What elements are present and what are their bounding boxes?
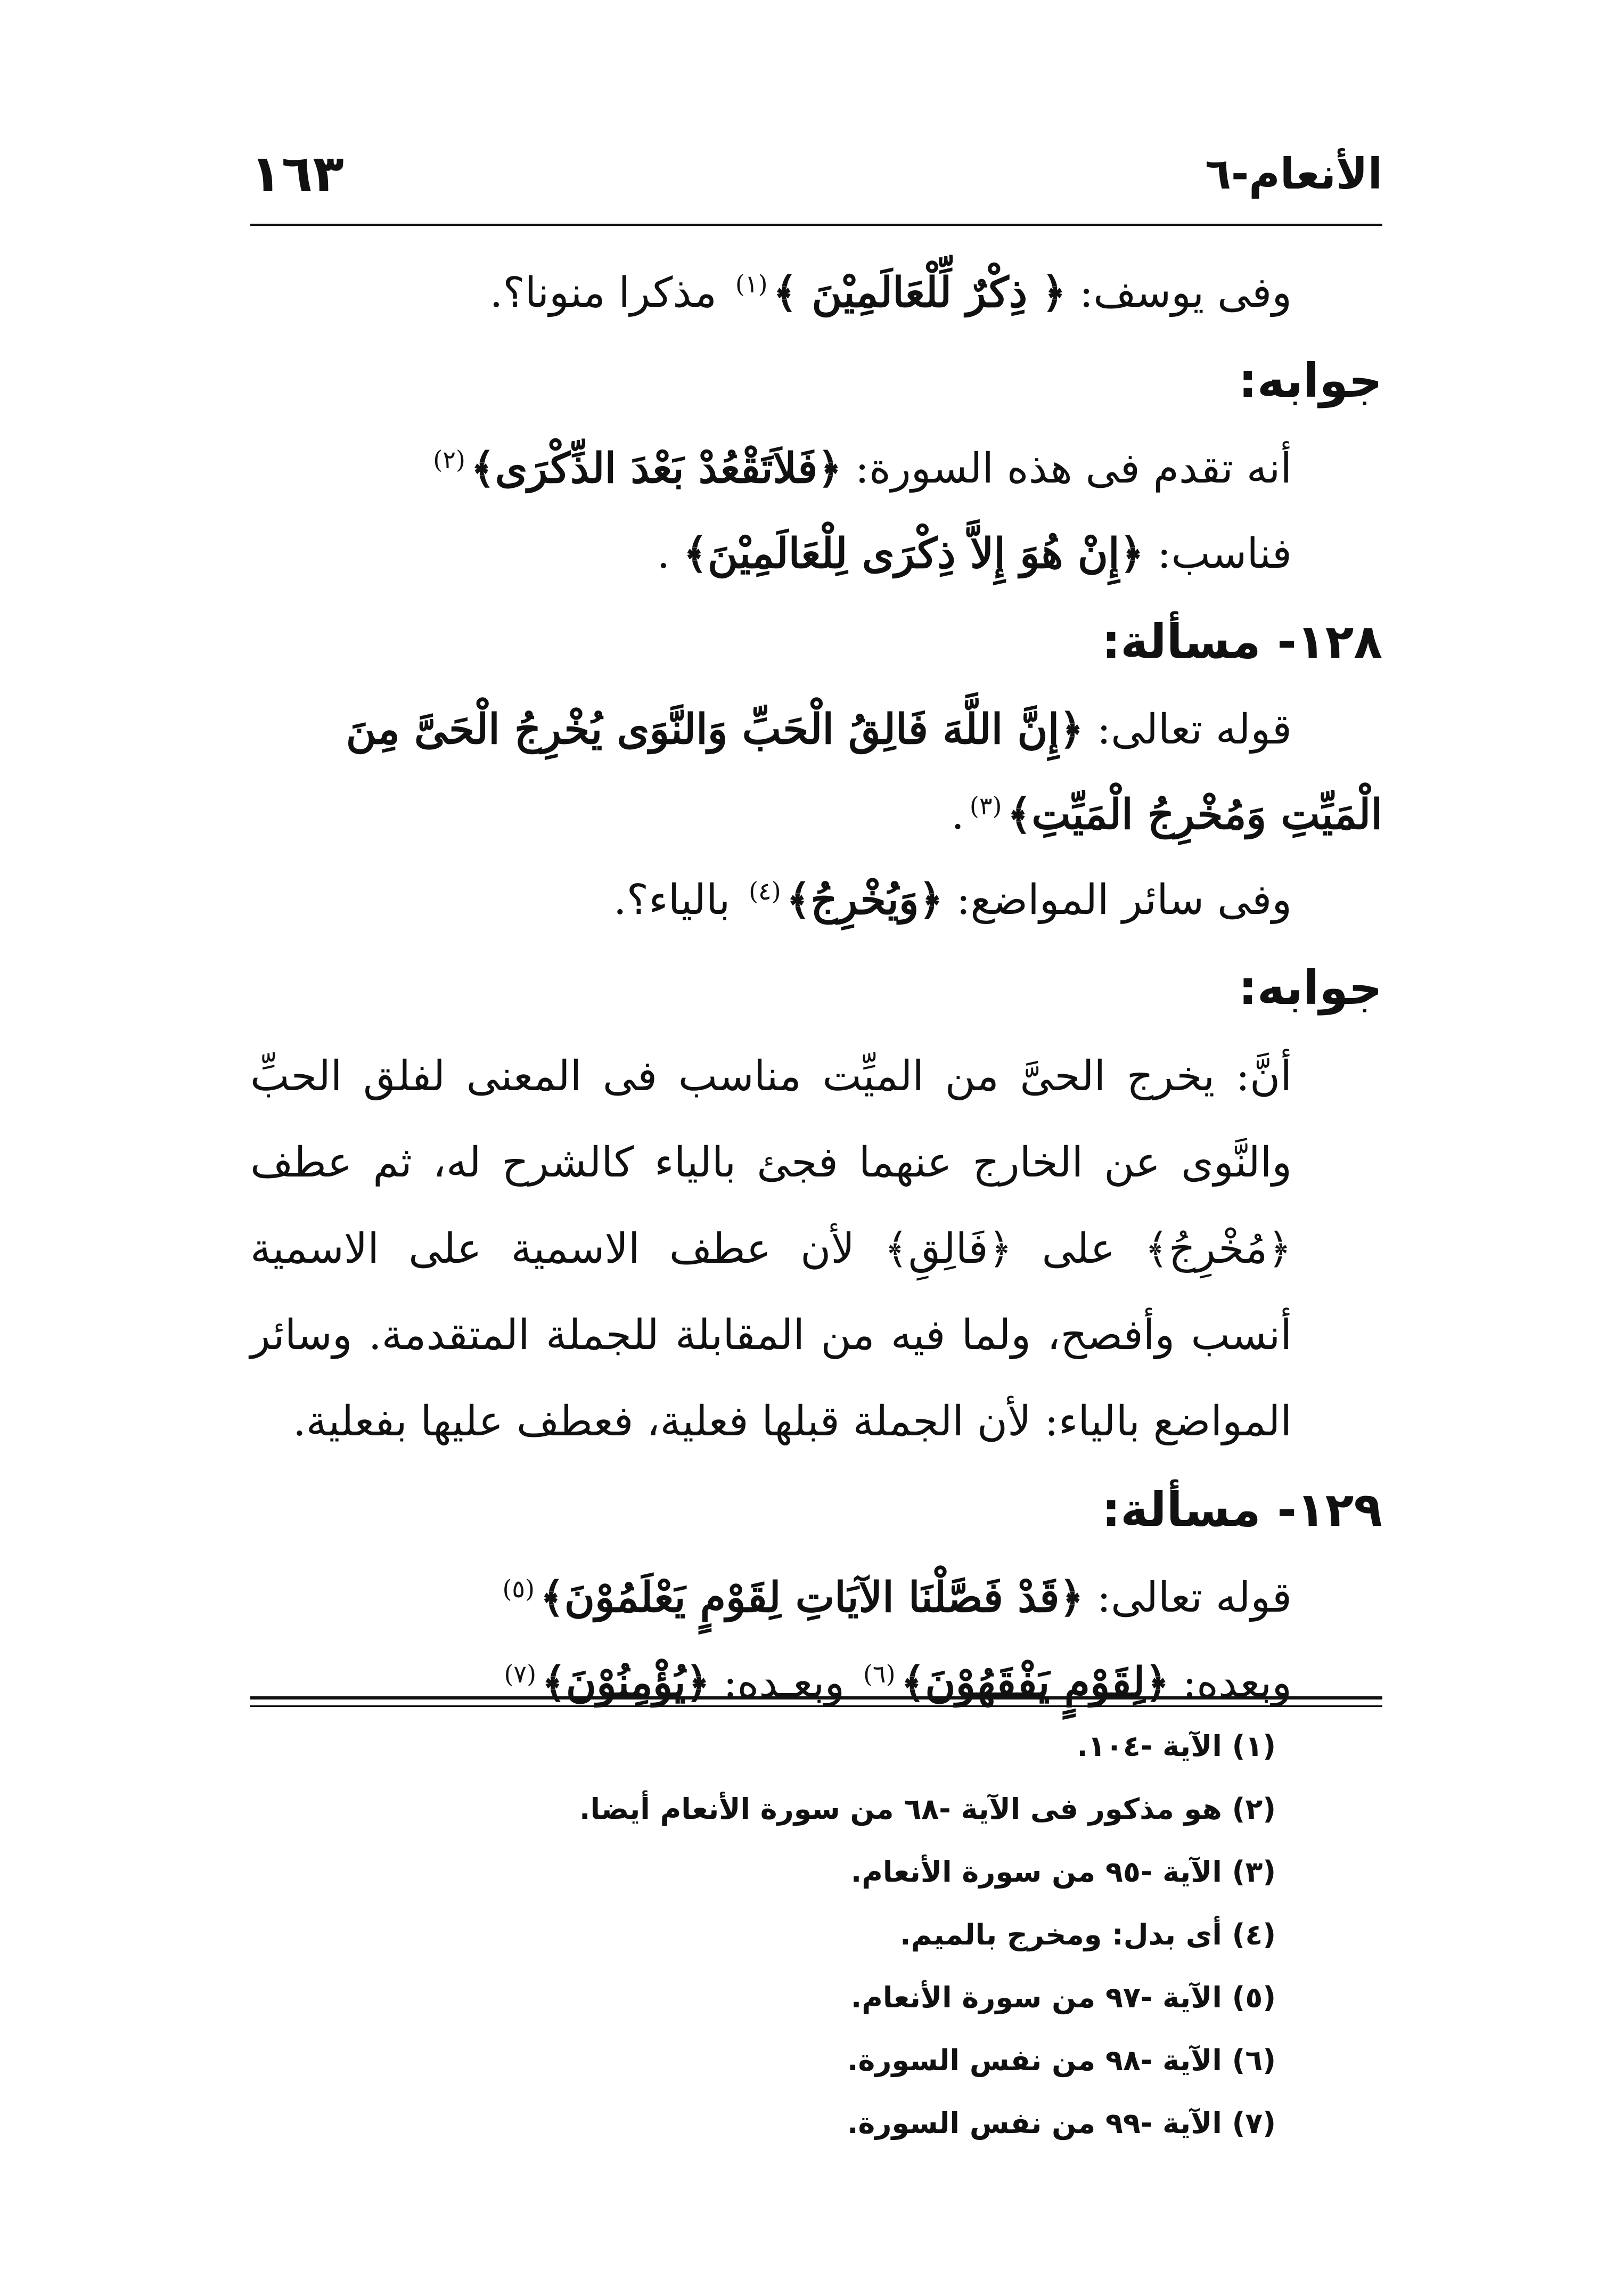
quran-verse: الْمَيِّتِ وَمُخْرِجُ الْمَيِّتِ﴾ (1007, 790, 1382, 839)
text-fragment: فناسب: (1144, 530, 1292, 578)
surah-title: الأنعام-٦ (1205, 149, 1382, 199)
footnote-divider-thin (250, 1705, 1382, 1707)
footnote-item: (٣) الآية -٩٥ من سورة الأنعام. (850, 1855, 1276, 1889)
footnote-item: (٧) الآية -٩٩ من نفس السورة. (847, 2106, 1276, 2140)
page-number: ١٦٣ (250, 144, 344, 203)
answer-heading: جوابه: (1238, 353, 1382, 408)
footnote-ref: (٣) (969, 791, 1002, 820)
text-fragment: وبعده: (1169, 1659, 1292, 1707)
text-line (250, 1640, 1382, 1726)
quran-verse: ﴿يُؤْمِنُوْنَ﴾ (542, 1658, 710, 1707)
text-fragment: وبعـده: (710, 1659, 858, 1707)
footnote-divider (250, 1696, 1382, 1699)
quran-verse: ﴿وَيُخْرِجُ﴾ (786, 876, 944, 924)
answer-paragraph: أنَّ: يخرج الحىَّ من الميِّت مناسب فى المعنى لفلق الحبِّ والنَّوى عن الخارج عنهما فجئ بالياء كالشرح له، ثم عطف ﴿مُخْرِجُ﴾ على ﴿فَالِقِ﴾ لأن عطف الاسمية على الاسمية أنسب وأفصح، ولما فيه من المقابلة للجملة المتقدمة. وسائر المواضع بالياء: لأن الجملة قبلها فعلية، فعطف عليها بفعلية. (250, 1052, 1292, 1445)
quran-verse: ﴿ ذِكْرٌ لِّلْعَالَمِيْنَ ﴾ (773, 268, 1067, 317)
footnote-ref: (٥) (502, 1574, 535, 1603)
quran-verse: ﴿فَلاَتَقْعُدْ بَعْدَ الذِّكْرَى﴾ (470, 444, 842, 493)
quran-verse: ﴿إِنْ هُوَ إِلاَّ ذِكْرَى لِلْعَالَمِيْنَ﴾ (683, 529, 1144, 578)
text-fragment: قوله تعالى: (1084, 706, 1292, 754)
footnote-ref: (٦) (863, 1660, 896, 1688)
page-header (250, 133, 1382, 226)
footnote-item: (١) الآية -١٠٤. (1077, 1729, 1276, 1763)
text-line (250, 687, 1382, 772)
text-fragment: قوله تعالى: (1084, 1574, 1292, 1622)
text-fragment: . (951, 791, 964, 839)
text-line (250, 1555, 1382, 1640)
footnote-item: (٤) أى بدل: ومخرج بالميم. (900, 1918, 1276, 1951)
footnote-ref: (١) (735, 269, 768, 298)
quran-verse: ﴿قَدْ فَصَّلْنَا الآيَاتِ لِقَوْمٍ يَعْلَمُوْنَ﴾ (540, 1573, 1084, 1622)
text-fragment: أنه تقدم فى هذه السورة: (842, 445, 1292, 493)
text-line (250, 250, 1382, 336)
text-fragment: مذكرا منونا؟. (489, 269, 730, 317)
text-fragment: . (657, 530, 684, 578)
main-text (250, 250, 1382, 1726)
footnote-ref: (٢) (433, 445, 465, 474)
quran-verse: ﴿لِقَوْمٍ يَفْقَهُوْنَ﴾ (900, 1658, 1170, 1707)
footnote-ref: (٧) (504, 1660, 537, 1688)
text-line (250, 772, 1382, 857)
answer-heading: جوابه: (1238, 960, 1382, 1015)
question-heading: ١٢٨- مسألة: (1102, 614, 1382, 669)
question-heading: ١٢٩- مسألة: (1102, 1482, 1382, 1537)
footnote-ref: (٤) (749, 877, 781, 905)
text-fragment: وفى سائر المواضع: (943, 876, 1292, 924)
footnote-item: (٥) الآية -٩٧ من سورة الأنعام. (850, 1981, 1276, 2014)
text-fragment: بالياء؟. (613, 876, 744, 924)
text-fragment: وفى يوسف: (1066, 269, 1292, 317)
quran-verse: ﴿إِنَّ اللَّهَ فَالِقُ الْحَبِّ وَالنَّوَى يُخْرِجُ الْحَىَّ مِنَ (346, 705, 1084, 754)
text-line (250, 511, 1382, 597)
footnotes (250, 1715, 1276, 2155)
footnote-item: (٢) هو مذكور فى الآية -٦٨ من سورة الأنعام أيضا. (579, 1792, 1276, 1826)
footnote-item: (٦) الآية -٩٨ من نفس السورة. (847, 2044, 1276, 2077)
text-line (250, 857, 1382, 943)
text-line (250, 426, 1382, 511)
